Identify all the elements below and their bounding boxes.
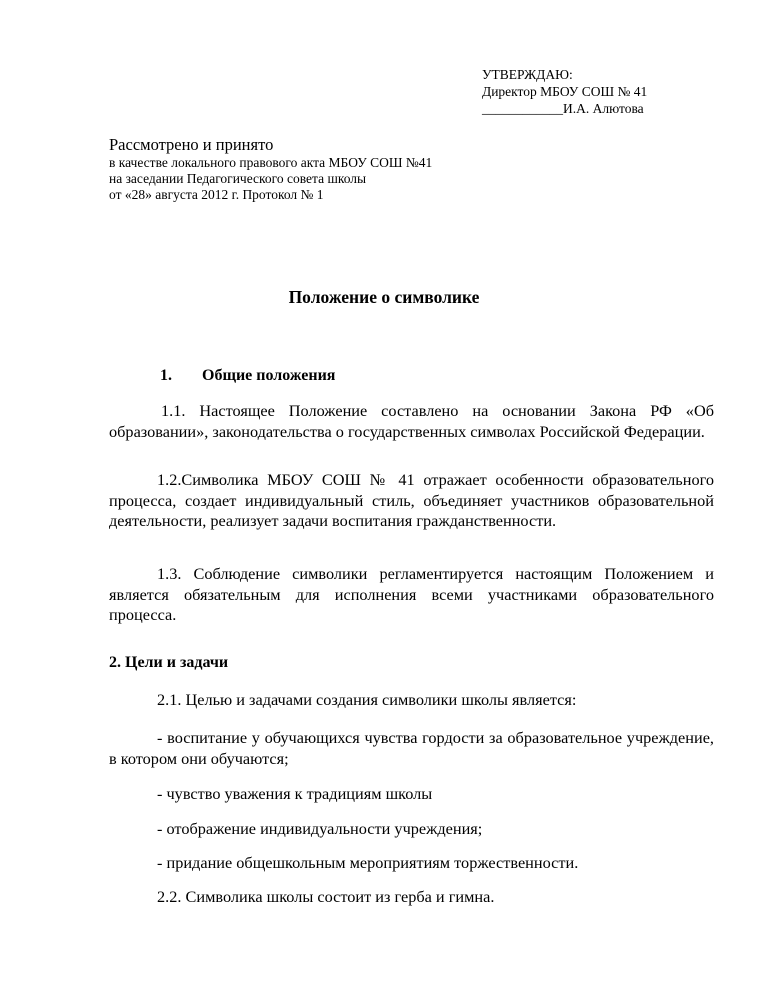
reviewed-heading: Рассмотрено и принято <box>109 135 274 154</box>
approval-block <box>482 66 647 117</box>
reviewed-block <box>109 135 432 203</box>
section-1-number: 1. <box>160 367 172 384</box>
paragraph-1-2: 1.2.Символика МБОУ СОШ № 41 отражает особенности образовательного процесса, создает индивидуальный стиль, объединяет участников образовательной деятельности, реализует задачи воспитания гражданственности. <box>109 470 714 530</box>
reviewed-line-3: от «28» августа 2012 г. Протокол № 1 <box>109 187 324 202</box>
approval-position: Директор МБОУ СОШ № 41 <box>482 84 648 99</box>
section-1-heading <box>160 367 335 385</box>
paragraph-2-1: 2.1. Целью и задачами создания символики школы является: <box>157 690 577 709</box>
approval-title: УТВЕРЖДАЮ: <box>482 67 573 82</box>
section-2-heading: 2. Цели и задачи <box>109 654 229 671</box>
bullet-individuality: - отображение индивидуальности учреждения; <box>157 819 483 838</box>
section-1-title: Общие положения <box>202 367 336 384</box>
paragraph-2-2: 2.2. Символика школы состоит из герба и гимна. <box>157 887 495 906</box>
reviewed-line-2: на заседании Педагогического совета школы <box>109 171 367 186</box>
bullet-pride: - воспитание у обучающихся чувства гордости за образовательное учреждение, в котором они обучаются; <box>109 728 714 768</box>
bullet-solemnity: - придание общешкольным мероприятиям торжественности. <box>157 853 579 872</box>
paragraph-1-3: 1.3. Соблюдение символики регламентируется настоящим Положением и является обязательным для исполнения всеми участниками образовательного процесса. <box>109 564 714 624</box>
reviewed-line-1: в качестве локального правового акта МБОУ СОШ №41 <box>109 155 433 170</box>
document-title: Положение о символике <box>288 287 480 307</box>
approval-signature: ____________И.А. Алютова <box>482 101 644 116</box>
bullet-traditions: - чувство уважения к традициям школы <box>157 784 433 803</box>
paragraph-1-1: 1.1. Настоящее Положение составлено на основании Закона РФ «Об образовании», законодательства о государственных символах Российской Федерации. <box>109 401 714 441</box>
